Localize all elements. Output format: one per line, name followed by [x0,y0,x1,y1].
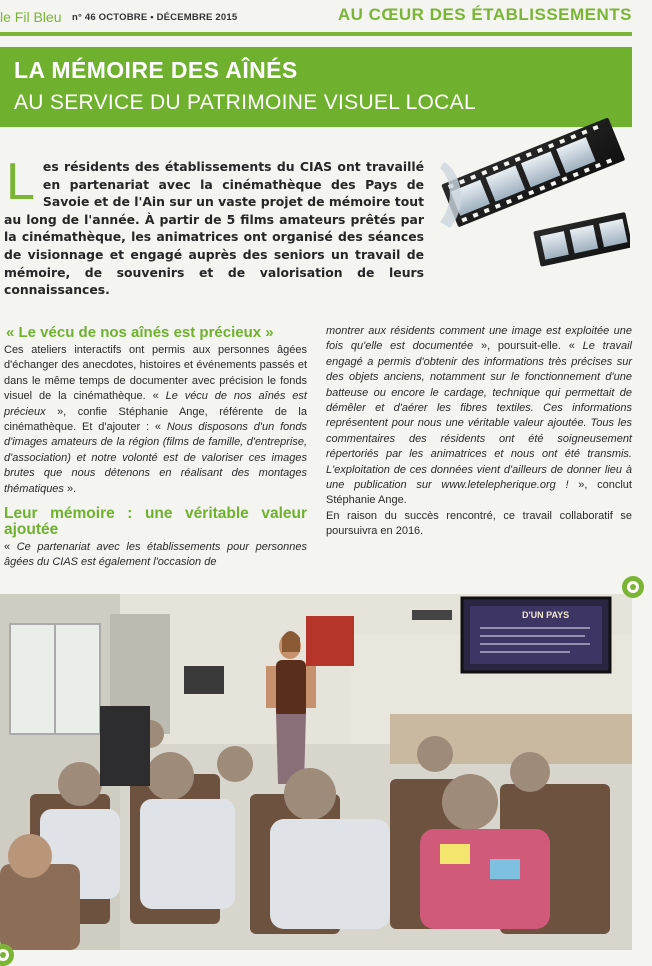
column-right-paragraph-2: En raison du succès rencontré, ce travail collaboratif se poursuivra en 2016. [326,509,632,538]
text-run: « [4,541,17,554]
headline: LA MÉMOIRE DES AÎNÉS [14,57,298,83]
text-run: », poursuit-elle. « [480,340,583,353]
photo-illustration [0,594,632,950]
column-left [4,324,307,571]
quote-run: Le vécu de nos aînés est précieux [4,390,307,418]
subheading-value: Leur mémoire : une véritable valeur ajoutée [4,505,307,539]
column-left-paragraph-2 [4,540,307,571]
text-run: Ces ateliers interactifs ont permis aux personnes âgées d'échanger des anecdotes, histoires et événements passés et dans le même temps de documenter avec précision le fonds visuel de la cinémathèque. « [4,344,307,403]
column-right-paragraph [326,324,632,509]
brand-strong: Bleu [33,9,62,25]
intro-paragraph [4,153,424,299]
magazine-brand [0,9,61,25]
column-right [326,324,632,540]
decorative-bullet-icon [622,576,644,598]
quote-run: Nous disposons d'un fonds d'images amateurs de la région (films de famille, d'entreprise, d'association) et notre volonté est de valoriser ces images brutes que nous détenons en réalisant des montages thématiques [4,421,307,495]
intro-text: es résidents des établissements du CIAS ont travaillé en partenariat avec la cinémathèque des Pays de Savoie et de l'Ain sur un vaste projet de mémoire tout au long de l'année. À partir de 5 films amateurs prêtés par la cinémathèque, les animatrices ont organisé des séances de visionnage et engagé auprès des seniors un travail de mémoire, de souvenirs et de valorisation de leurs connaissances. [4,159,424,298]
subheading-quote: « Le vécu de nos aînés est précieux » [6,324,274,341]
drop-cap: L [6,153,35,211]
page-header [0,0,652,34]
section-title: AU CŒUR DES ÉTABLISSEMENTS [337,5,632,24]
issue-label: n° 46 OCTOBRE • DÉCEMBRE 2015 [72,12,238,23]
subheadline: AU SERVICE DU PATRIMOINE VISUEL LOCAL [14,91,476,114]
tv-screen-text: D'UN PAYS [522,610,570,620]
header-rule [0,32,632,36]
brand-light: le Fil [0,9,34,25]
column-left-paragraph [4,343,307,497]
quote-run: montrer aux résidents comment une image est exploitée une fois qu'elle est documentée [326,325,632,353]
text-run: ». [66,482,77,495]
quote-run: Ce partenariat avec les établissements pour personnes âgées du CIAS est également l'occasion de [4,541,307,569]
film-strip-icon [440,110,630,270]
screening-photo [0,594,632,950]
quote-run: Le travail engagé a permis d'obtenir des informations très précises sur des objets anciens, notamment sur le fonctionnement d'une batteuse ou encore le cardage, technique qui permettait de démêler et d'aérer les fibres textiles. Ces informations représentent pour nous une véritable valeur ajoutée. Tous les commentaires des résidents ont été soigneusement répertoriés par les animatrices et nous ont été transmis. L'exploitation de ces données vient d'ailleurs de donner lieu à une publication sur www.letelepherique.org ! [326,340,632,492]
text-run: », conclut Stéphanie Ange. [326,479,632,507]
text-run: », confie Stéphanie Ange, référente de la cinémathèque. Et d'ajouter : « [4,405,307,434]
